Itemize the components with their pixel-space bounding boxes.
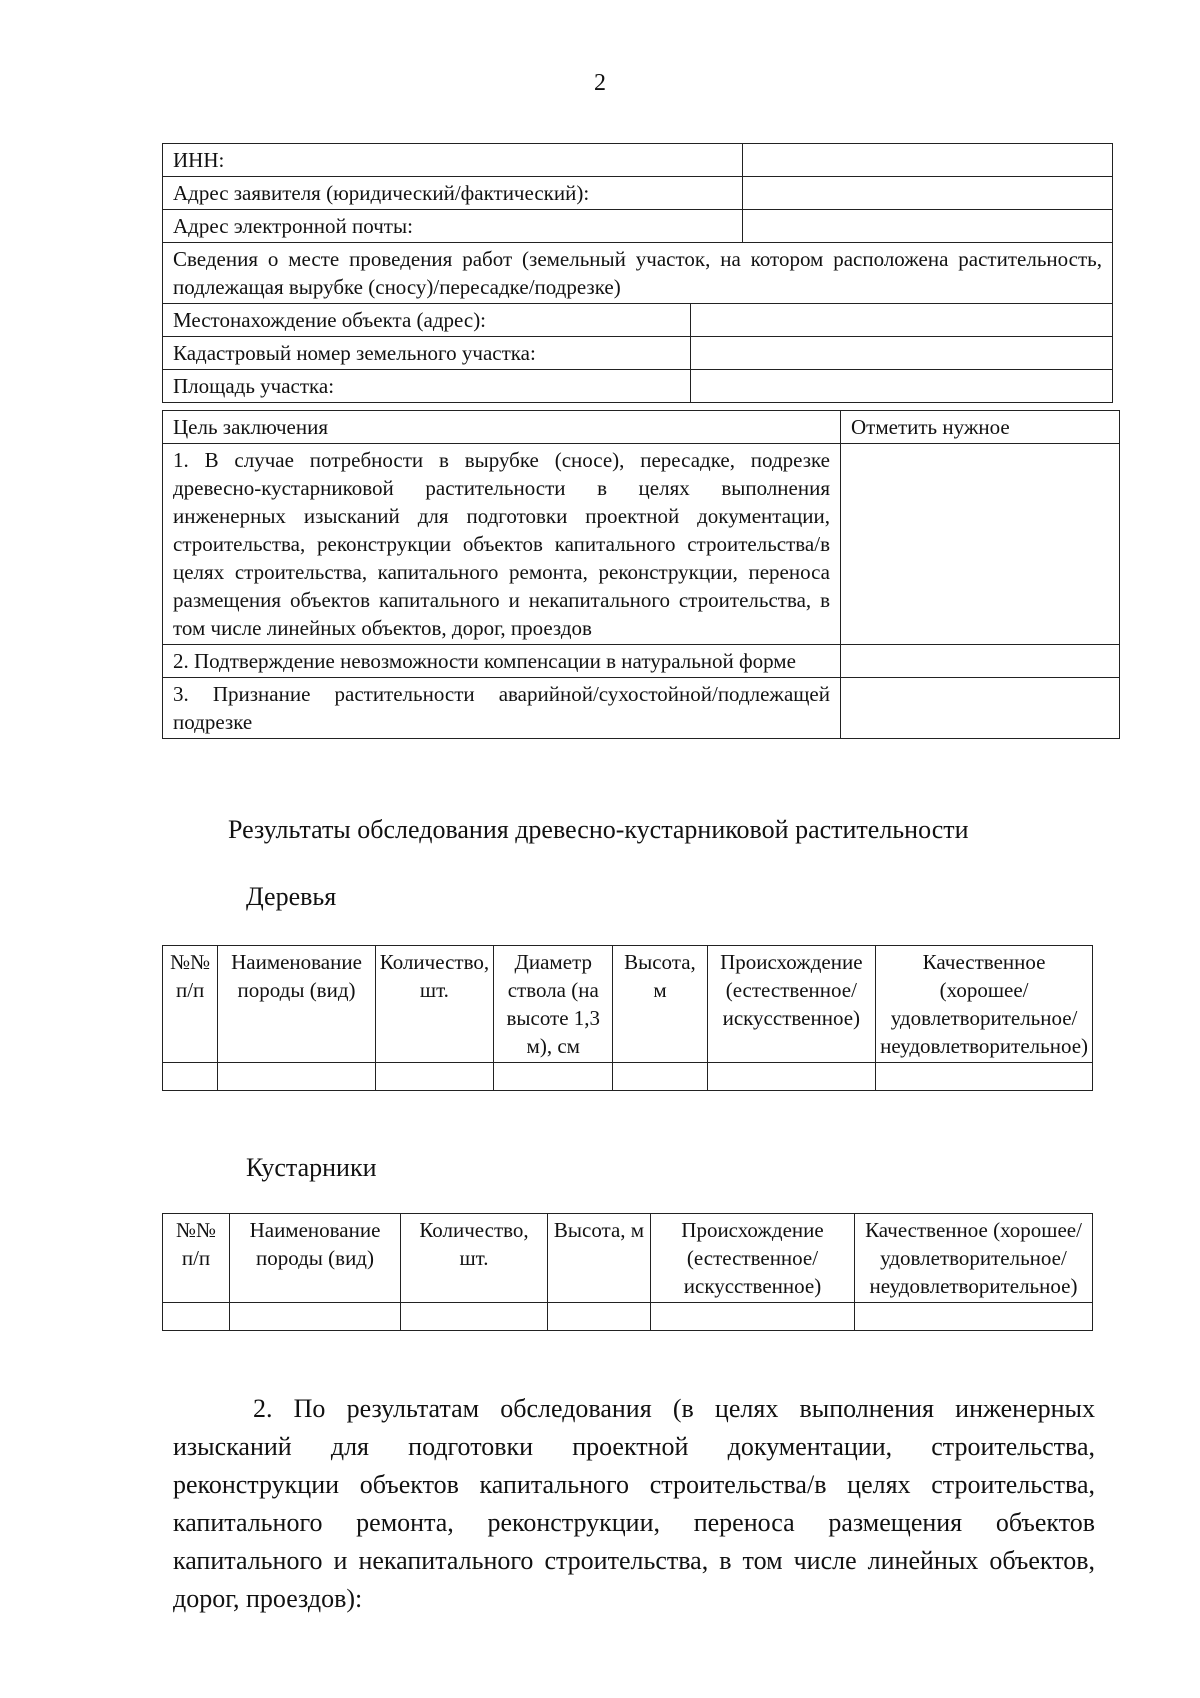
applicant-address-label: Адрес заявителя (юридический/фактический):: [163, 177, 743, 210]
inn-label: ИНН:: [163, 144, 743, 177]
col-header-height: Высота, м: [548, 1214, 651, 1303]
purpose-table: [162, 410, 1120, 739]
table-row: [163, 370, 1113, 403]
table-header-row: [163, 946, 1093, 1063]
purpose-mark-cell[interactable]: [841, 678, 1120, 739]
trees-table: [162, 945, 1093, 1091]
area-value: [691, 370, 1113, 403]
table-row: [163, 210, 1113, 243]
table-row: [163, 337, 1113, 370]
table-row: [163, 678, 1120, 739]
empty-cell[interactable]: [494, 1063, 613, 1091]
cadastral-value: [691, 337, 1113, 370]
purpose-text: 2. Подтверждение невозможности компенсации в натуральной форме: [163, 645, 841, 678]
table-row: [163, 1063, 1093, 1091]
email-value: [743, 210, 1113, 243]
location-label: Местонахождение объекта (адрес):: [163, 304, 691, 337]
table-row: [163, 645, 1120, 678]
purpose-mark-cell[interactable]: [841, 645, 1120, 678]
empty-cell[interactable]: [876, 1063, 1093, 1091]
col-header-number: №№ п/п: [163, 1214, 230, 1303]
shrubs-heading: Кустарники: [246, 1153, 377, 1182]
table-row: [163, 144, 1113, 177]
empty-cell[interactable]: [613, 1063, 707, 1091]
col-header-species: Наименование породы (вид): [218, 946, 375, 1063]
applicant-address-value: [743, 177, 1113, 210]
empty-cell[interactable]: [707, 1063, 876, 1091]
table-header-row: [163, 1214, 1093, 1303]
table-row: [163, 1303, 1093, 1331]
empty-cell[interactable]: [163, 1303, 230, 1331]
applicant-info-table: [162, 143, 1113, 403]
col-header-height: Высота, м: [613, 946, 707, 1063]
site-info: Сведения о месте проведения работ (земельный участок, на котором расположена растительность, подлежащая вырубке (сносу)/пересадке/подрезке): [163, 243, 1113, 304]
col-header-quantity: Количество, шт.: [401, 1214, 548, 1303]
trees-heading: Деревья: [246, 882, 337, 911]
page-number: 2: [594, 70, 606, 96]
inn-value: [743, 144, 1113, 177]
col-header-species: Наименование породы (вид): [230, 1214, 401, 1303]
purpose-text: 1. В случае потребности в вырубке (сносе), пересадке, подрезке древесно-кустарниковой растительности в целях выполнения инженерных изысканий для подготовки проектной документации, строительства, реконструкции объектов капитального строительства/в целях строительства, капитального ремонта, реконструкции, переноса размещения объектов капитального и некапитального строительства, в том числе линейных объектов, дорог, проездов: [163, 444, 841, 645]
purpose-mark-cell[interactable]: [841, 444, 1120, 645]
empty-cell[interactable]: [401, 1303, 548, 1331]
col-header-quantity: Количество, шт.: [375, 946, 493, 1063]
col-header-number: №№ п/п: [163, 946, 218, 1063]
empty-cell[interactable]: [855, 1303, 1093, 1331]
shrubs-table: [162, 1213, 1093, 1331]
empty-cell[interactable]: [163, 1063, 218, 1091]
table-row: [163, 304, 1113, 337]
empty-cell[interactable]: [548, 1303, 651, 1331]
empty-cell[interactable]: [218, 1063, 375, 1091]
email-label: Адрес электронной почты:: [163, 210, 743, 243]
col-header-origin: Происхождение (естественное/искусственное): [707, 946, 876, 1063]
col-header-diameter: Диаметр ствола (на высоте 1,3 м), см: [494, 946, 613, 1063]
col-header-quality: Качественное (хорошее/удовлетворительное/неудовлетворительное): [855, 1214, 1093, 1303]
location-value: [691, 304, 1113, 337]
area-label: Площадь участка:: [163, 370, 691, 403]
paragraph-2: 2. По результатам обследования (в целях выполнения инженерных изысканий для подготовки проектной документации, строительства, реконструкции объектов капитального строительства/в целях строительства, капитального ремонта, реконструкции, переноса размещения объектов капитального и некапитального строительства, в том числе линейных объектов, дорог, проездов):: [173, 1394, 1095, 1613]
table-row: [163, 243, 1113, 304]
purpose-text: 3. Признание растительности аварийной/сухостойной/подлежащей подрезке: [163, 678, 841, 739]
table-row: [163, 411, 1120, 444]
empty-cell[interactable]: [230, 1303, 401, 1331]
header-purpose: Цель заключения: [163, 411, 841, 444]
empty-cell[interactable]: [375, 1063, 493, 1091]
col-header-origin: Происхождение (естественное/ искусственное): [651, 1214, 855, 1303]
table-row: [163, 177, 1113, 210]
empty-cell[interactable]: [651, 1303, 855, 1331]
results-heading: Результаты обследования древесно-кустарниковой растительности: [228, 815, 969, 844]
col-header-quality: Качественное (хорошее/удовлетворительное/неудовлетворительное): [876, 946, 1093, 1063]
header-mark: Отметить нужное: [841, 411, 1120, 444]
table-row: [163, 444, 1120, 645]
cadastral-label: Кадастровый номер земельного участка:: [163, 337, 691, 370]
